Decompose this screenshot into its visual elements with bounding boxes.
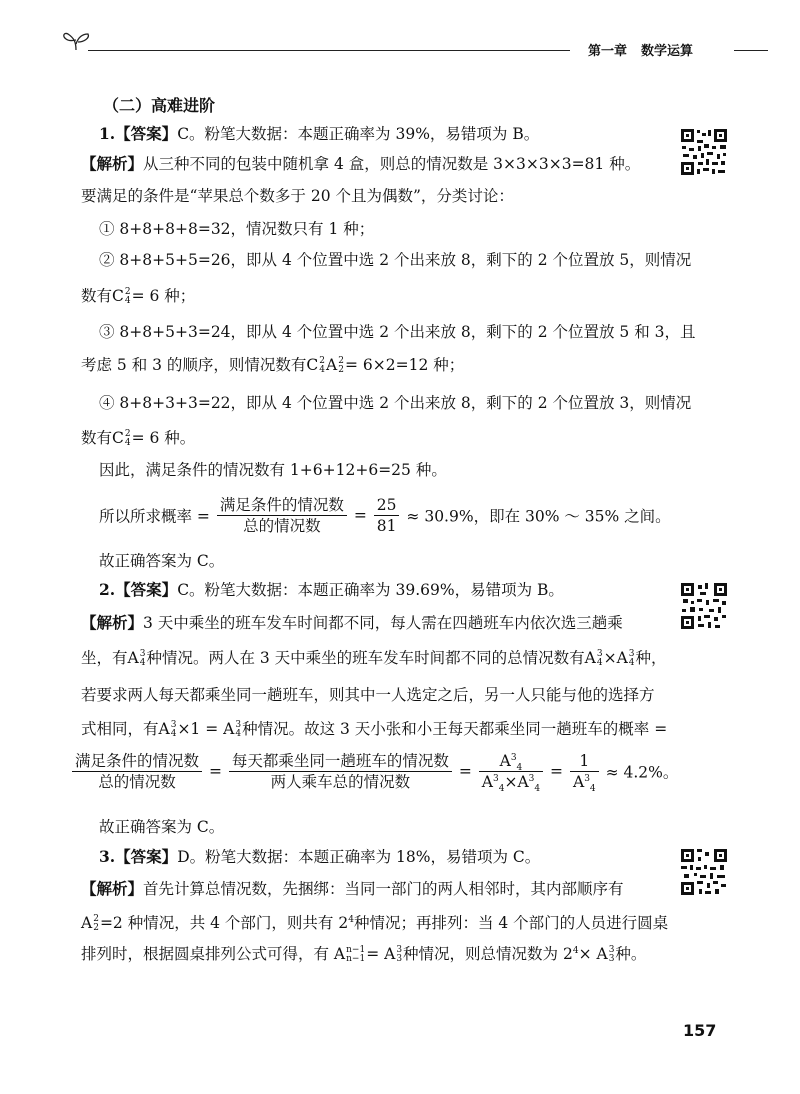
q1-prob-equals: = [353,506,367,525]
q2-equals-1: = [208,762,222,781]
q1-analysis-line [81,154,640,174]
q2-formula [70,751,679,795]
header-rule-left [88,50,570,51]
q1-analysis-text: 从三种不同的包装中随机拿 4 盒，则总的情况数是 3×3×3×3=81 种。 [143,155,641,173]
q2-analysis-line [81,613,623,633]
q2-conclusion: 故正确答案为 C。 [99,818,225,836]
q3-answer-label: 3.【答案】 [99,847,178,866]
q2-f4-den: $A^3_4$ [572,773,596,795]
q2-l2-mid: 种情况。两人在 3 天中乘坐的班车发车时间都不同的总情况数有A [146,649,596,667]
chapter-heading [588,40,707,59]
q2-line-4: 式相同，有A 3 4 ×1 = A 3 4 种情况。故这 3 天小张和小王每天都乘坐同一趟班车的概率 = [81,720,668,739]
q3-l3-post: 种。 [615,945,647,963]
q1-case-2b: 数有C 2 4 = 6 种； [81,287,196,306]
q1-case-4b-pre: 数有C [81,429,124,447]
q1-case-3b-mid: A [326,356,338,374]
qr-code-icon[interactable] [680,848,728,896]
q3-answer-text: D。粉笔大数据：本题正确率为 18%，易错项为 C。 [177,848,541,866]
q2-result: ≈ 4.2%。 [605,763,679,782]
q2-l2-post: 种， [635,649,667,667]
q3-l2-pre: A [81,914,93,932]
q1-prob-fraction [217,495,347,536]
q1-case-2a: ② 8+8+5+5=26，即从 4 个位置中选 2 个出来放 8，剩下的 2 个位置放 5，则情况 [99,251,692,269]
q1-case-4a: ④ 8+8+3+3=22，即从 4 个位置中选 2 个出来放 8，剩下的 2 个位置放 3，则情况 [99,394,692,412]
q2-fraction-1 [72,751,202,792]
q1-answer-text: C。粉笔大数据：本题正确率为 39%，易错项为 B。 [177,125,540,143]
q1-case-4b: 数有C 2 4 = 6 种。 [81,429,196,448]
q2-f4-num: 1 [570,751,599,772]
q1-prob-value-den: 81 [376,517,397,535]
q1-case-2b-post: = 6 种； [131,287,196,305]
q2-line-2: 坐，有A 3 4 种情况。两人在 3 天中乘坐的班车发车时间都不同的总情况数有A 3 4 ×A 3 4 种， [81,649,667,668]
q3-answer [99,847,540,867]
q1-case-3a: ③ 8+8+5+3=24，即从 4 个位置中选 2 个出来放 8，剩下的 2 个位置放 5 和 3，且 [99,323,696,341]
q3-l3-mid3: × A [578,945,608,963]
chapter-title: 数学运算 [641,44,694,59]
q1-prob-denominator: 总的情况数 [243,517,321,535]
q3-l2-post2: 种情况；再排列：当 4 个部门的人员进行圆桌 [353,914,669,932]
q2-l4-post: 种情况。故这 3 天小张和小王每天都乘坐同一趟班车的概率 = [242,720,668,738]
q2-f3-den: $A^3_4\times A^3_4$ [481,773,541,795]
q2-f3-num: $A^3_4$ [479,751,543,772]
qr-code-icon[interactable] [680,128,728,176]
q2-equals-3: = [550,762,564,781]
q1-prob-pre: 所以所求概率 = [99,507,210,526]
q3-analysis-line [81,879,624,899]
q2-l2-pre: 坐，有A [81,649,139,667]
page-header [0,0,800,70]
q2-fraction-4 [570,751,599,795]
q1-answer-label: 1.【答案】 [99,124,178,143]
header-rule-right [734,50,768,51]
q2-analysis-label: 【解析】 [81,613,144,632]
q3-l3-mid2: 种情况，则总情况数为 2 [403,945,573,963]
q2-f1-den: 总的情况数 [98,773,176,791]
q2-equals-2: = [458,762,472,781]
q1-condition: 要满足的条件是“苹果总个数多于 20 个且为偶数”，分类讨论： [81,187,514,205]
qr-code-icon[interactable] [680,582,728,630]
q1-case-3b-post: = 6×2=12 种； [344,356,465,374]
q3-line-2: A 2 2 =2 种情况，共 4 个部门，则共有 $2^4$种情况；再排列：当 4 个部门的人员进行圆桌 [81,914,669,933]
q1-prob-value-num: 25 [374,495,400,516]
q1-probability [99,495,671,536]
q2-fraction-2 [229,751,452,792]
q1-analysis-label: 【解析】 [81,154,144,173]
q2-answer-text: C。粉笔大数据：本题正确率为 39.69%，易错项为 B。 [177,581,564,599]
q2-analysis-text: 3 天中乘坐的班车发车时间都不同，每人需在四趟班车内依次选三趟乘 [143,614,623,632]
q2-fraction-3 [479,751,543,795]
q2-l2-mid2: ×A [603,649,628,667]
q3-l3-mid: = A [366,945,396,963]
q2-l4-pre: 式相同，有A [81,720,170,738]
q1-case-2b-pre: 数有C [81,287,124,305]
q1-prob-numerator: 满足条件的情况数 [217,495,347,516]
q1-sum: 因此，满足条件的情况数有 1+6+12+6=25 种。 [99,461,447,479]
page-number: 157 [683,1021,717,1040]
q3-analysis-label: 【解析】 [81,879,144,898]
q3-line-3: 排列时，根据圆桌排列公式可得，有 A n−1 n−1 = A 3 3 种情况，则总情况数为 $2^4\times A$ 3 3 种。 [81,945,647,964]
q3-analysis-text: 首先计算总情况数，先捆绑：当同一部门的两人相邻时，其内部顺序有 [143,880,624,898]
q2-line-3: 若要求两人每天都乘坐同一趟班车，则其中一人选定之后，另一人只能与他的选择方 [81,686,655,704]
q2-f2-num: 每天都乘坐同一趟班车的情况数 [229,751,452,772]
q1-answer [99,124,539,144]
q1-prob-value-fraction [374,495,400,536]
q3-l2-post: =2 种情况，共 4 个部门，则共有 2 [99,914,349,932]
q1-prob-post: ≈ 30.9%，即在 30% ～ 35% 之间。 [406,507,671,526]
chapter-number: 第一章 [588,44,628,59]
q1-case-1: ① 8+8+8+8=32，情况数只有 1 种； [99,220,375,238]
q2-f1-num: 满足条件的情况数 [72,751,202,772]
q2-l4-mid: ×1 = A [177,720,235,738]
q1-conclusion: 故正确答案为 C。 [99,552,225,570]
q2-f2-den: 两人乘车总的情况数 [270,773,411,791]
sprout-icon [62,30,92,52]
q1-case-3b-pre: 考虑 5 和 3 的顺序，则情况数有C [81,356,319,374]
q1-case-4b-post: = 6 种。 [131,429,196,447]
q1-case-3b: 考虑 5 和 3 的顺序，则情况数有C 2 4 A 2 2 = 6×2=12 种； [81,356,465,375]
q2-answer [99,580,564,600]
q3-l3-pre: 排列时，根据圆桌排列公式可得，有 A [81,945,346,963]
q2-answer-label: 2.【答案】 [99,580,178,599]
section-title: （二）高难进阶 [103,96,216,115]
